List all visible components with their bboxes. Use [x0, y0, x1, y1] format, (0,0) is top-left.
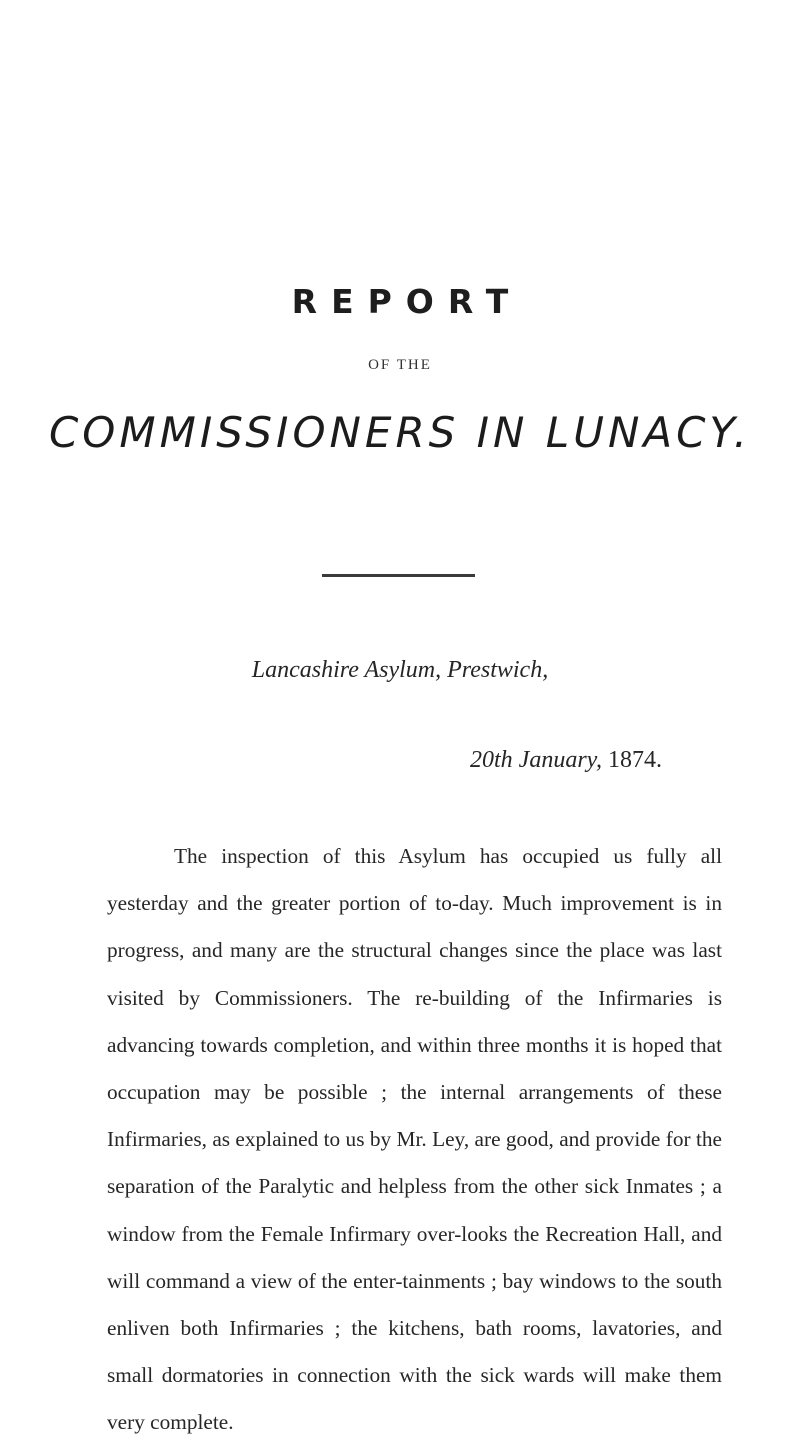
date-line — [470, 747, 662, 774]
date-year: 1874. — [608, 747, 662, 773]
body-paragraph: The inspection of this Asylum has occupied us fully all yesterday and the greater portion of to-day. Much improvement is in progress, and many are the structural changes since the place was last visited by Commissioners. The re-building of the Infirmaries is advancing towards completion, and within three months it is hoped that occupation may be possible ; the internal arrangements of these Infirmaries, as explained to us by Mr. Ley, are good, and provide for the separation of the Paralytic and helpless from the other sick Inmates ; a window from the Female Infirmary over-looks the Recreation Hall, and will command a view of the enter-tainments ; bay windows to the south enliven both Infirmaries ; the kitchens, bath rooms, lavatories, and small dormatories in connection with the sick wards will make them very complete. — [107, 844, 722, 1435]
report-title: REPORT — [291, 282, 523, 321]
of-the-subtitle: OF THE — [368, 357, 432, 373]
place-line: Lancashire Asylum, Prestwich, — [251, 657, 549, 683]
date-day: 20th January, — [470, 747, 602, 773]
commissioners-heading: COMMISSIONERS IN LUNACY. — [48, 408, 752, 457]
divider-rule — [322, 574, 475, 577]
